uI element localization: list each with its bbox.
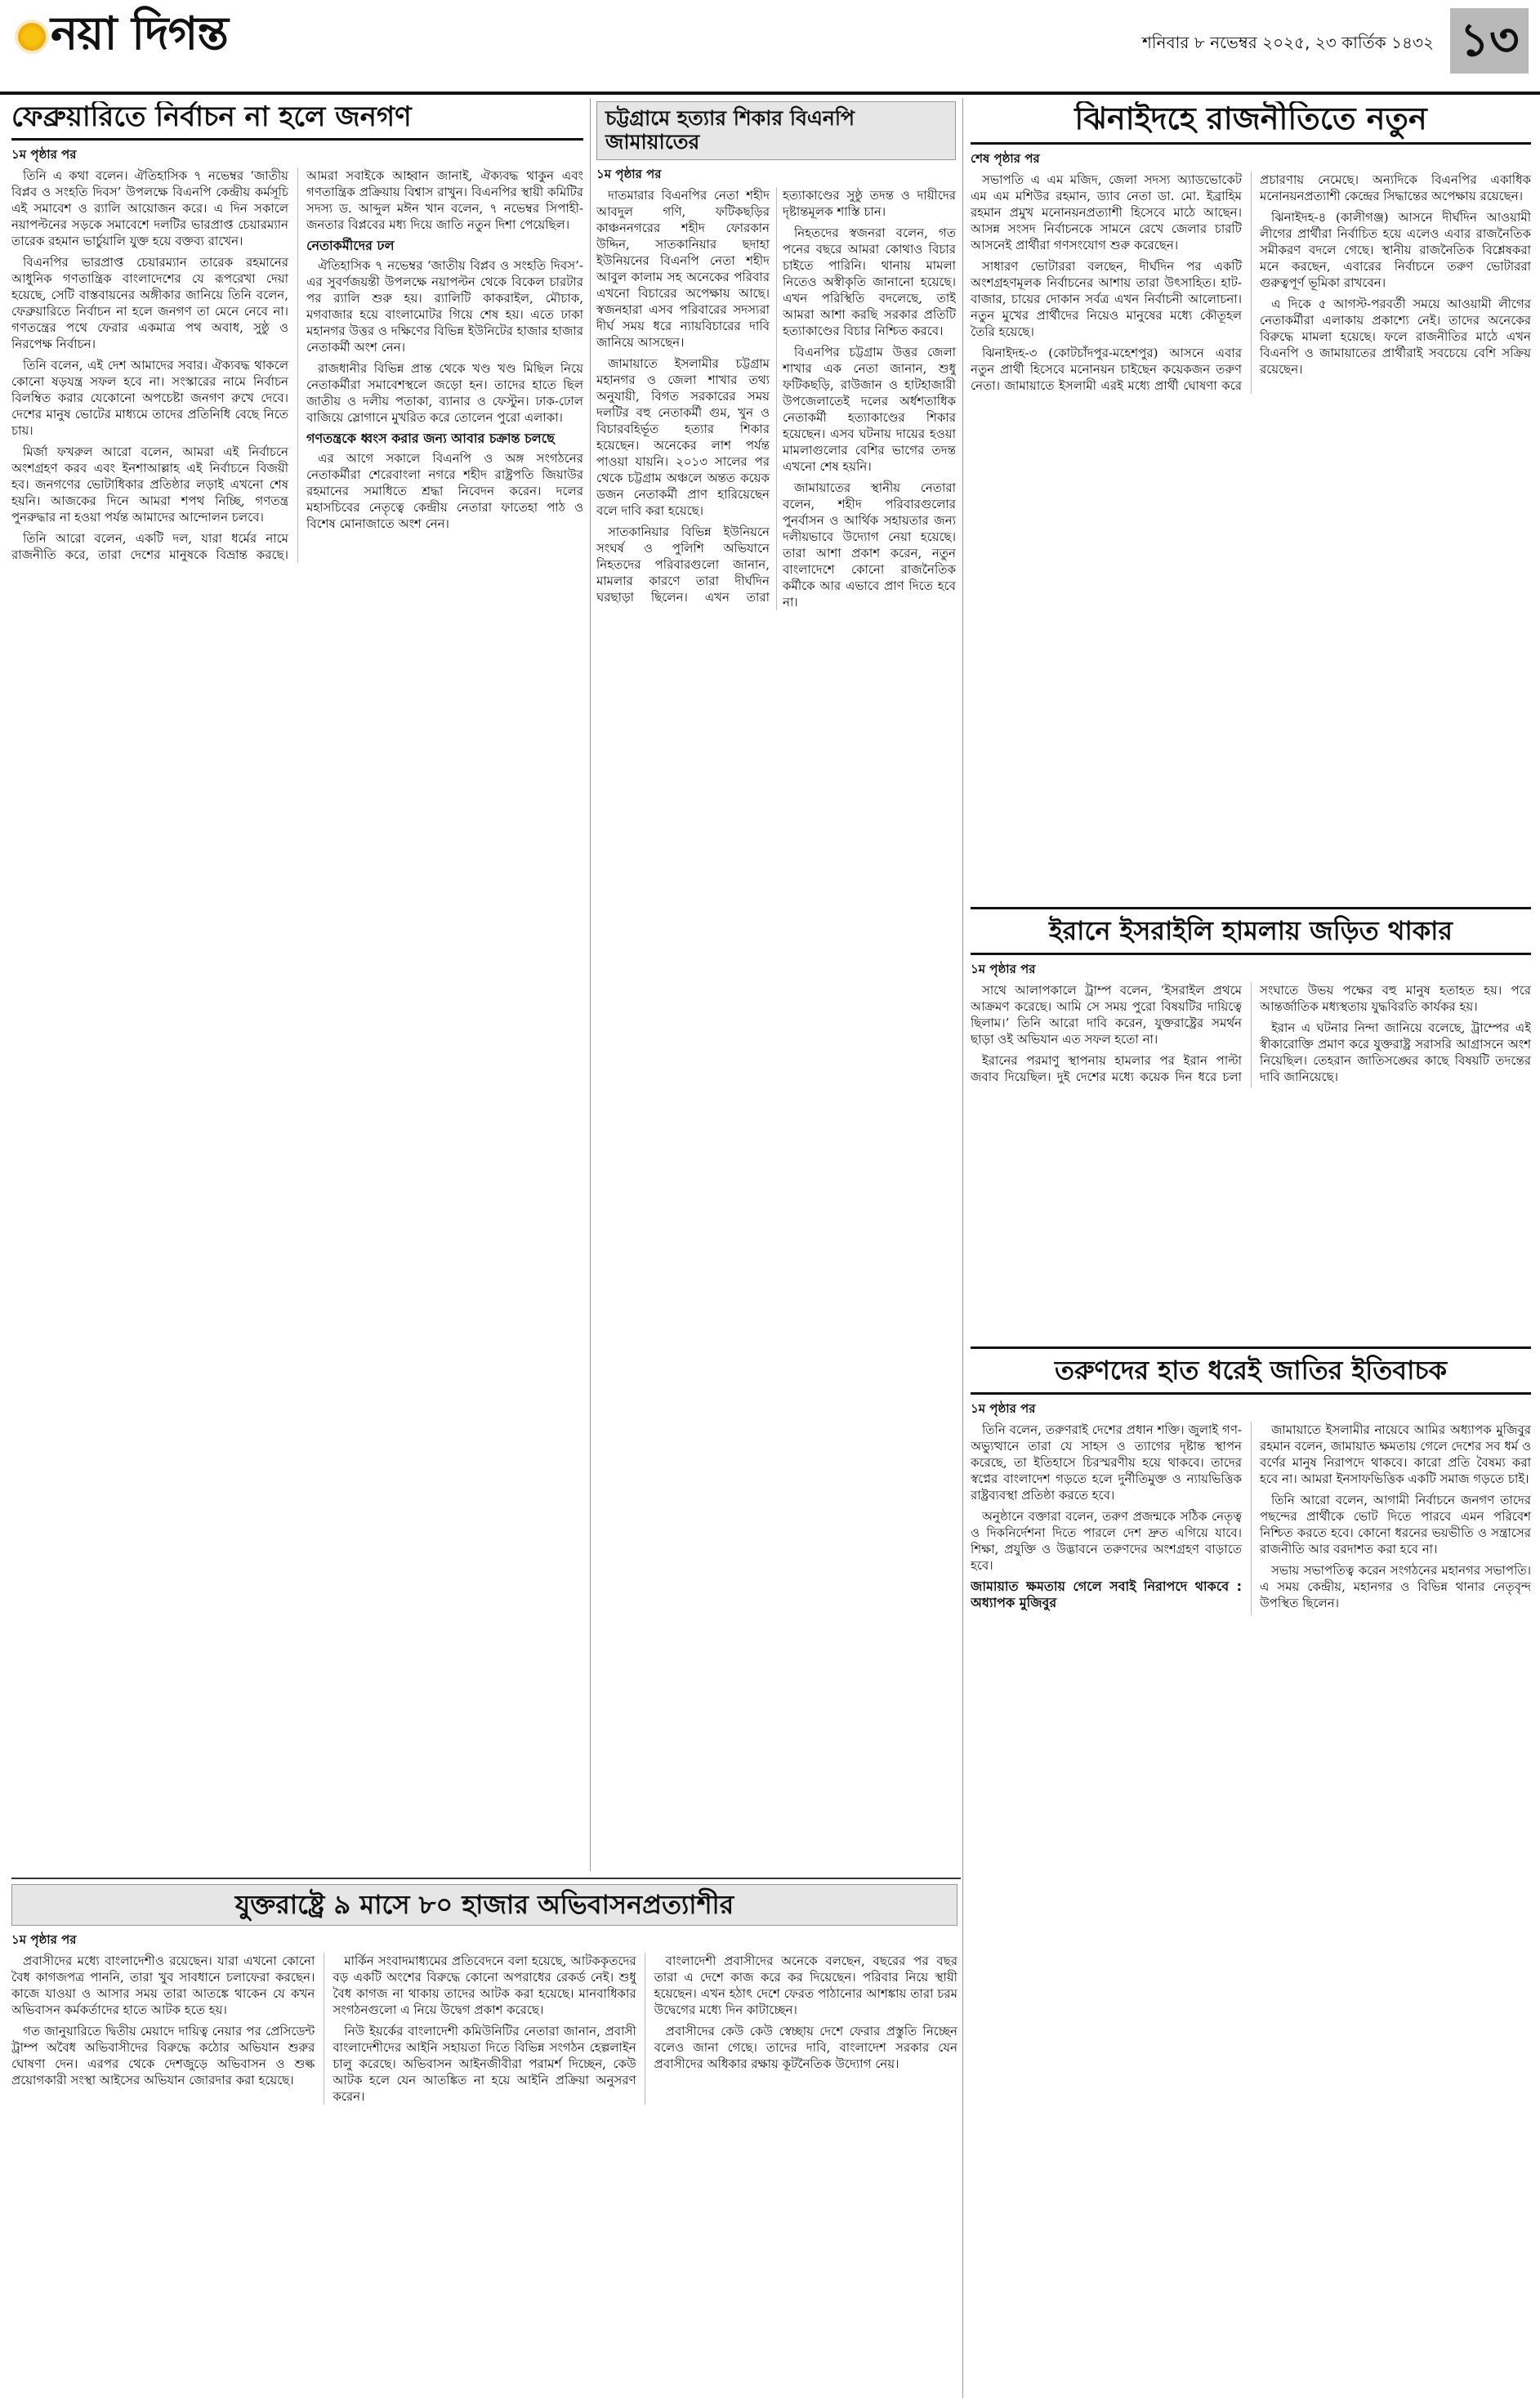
story-body (596, 187, 956, 610)
paragraph: জামায়াতে ইসলামীর চট্টগ্রাম মহানগর ও জেলা শাখার তথ্য অনুযায়ী, বিগত সরকারের সময় দলটির বহু নেতাকর্মী গুম, খুন ও বিচারবহির্ভূত হত্যার শিকার হয়েছেন। অনেকের লাশ পর্যন্ত পাওয়া যায়নি। ২০১৩ সালের পর থেকে চট্টগ্রাম অঞ্চলে অন্তত কয়েক ডজন নেতাকর্মী প্রাণ হারিয়েছেন বলে দাবি করা হয়েছে। (596, 355, 770, 518)
jump-line: ১ম পৃষ্ঠার পর (971, 961, 1036, 976)
sun-icon (18, 23, 46, 51)
paragraph: প্রবাসীদের মধ্যে বাংলাদেশীও রয়েছেন। যারা এখনো কোনো বৈধ কাগজপত্র পাননি, তারা খুব সাবধানে চলাফেরা করছেন। কাজে যাওয়া ও আসার সময় তারা আতঙ্কে থাকেন যে কখন অভিবাসন কর্মকর্তাদের হাতে আটক হতে হয়। (11, 1953, 315, 2017)
paragraph: বিএনপির চট্টগ্রাম উত্তর জেলা শাখার এক নেতা জানান, শুধু ফটিকছড়ি, রাউজান ও হাটহাজারী উপজেলাতেই দলের অর্ধশতাধিক নেতাকর্মী হত্যাকাণ্ডের শিকার হয়েছেন। এসব ঘটনায় দায়ের হওয়া মামলাগুলোর বেশির ভাগের তদন্ত এখনো শেষ হয়নি। (783, 344, 956, 474)
logo-text: নয়া দিগন্ত (51, 7, 228, 60)
column-rule (962, 98, 963, 2398)
headline[interactable]: ফেব্রুয়ারিতে নির্বাচন না হলে জনগণ (11, 101, 583, 141)
paragraph: বিএনপির ভারপ্রাপ্ত চেয়ারম্যান তারেক রহমানের আধুনিক গণতান্ত্রিক বাংলাদেশের যে রূপরেখা দেয়া হয়েছে, সেটি বাস্তবায়নের অঙ্গীকার জানিয়ে তিনি বলেন, ফেব্রুয়ারিতে নির্বাচন না হলে জনগণ তা মেনে নেবে না। গণতন্ত্রের পথে ফেরার একমাত্র পথ অবাধ, সুষ্ঠু ও নিরপেক্ষ নির্বাচন। (11, 255, 288, 352)
paragraph: জামায়াতের স্থানীয় নেতারা বলেন, শহীদ পরিবারগুলোর পুনর্বাসন ও আর্থিক সহায়তার জন্য দলীয়ভাবে উদ্যোগ নেয়া হয়েছে। তারা আশা প্রকাশ করেন, নতুন বাংলাদেশে কোনো রাজনৈতিক কর্মীকে আর এভাবে প্রাণ দিতে হবে না। (783, 480, 956, 610)
headline[interactable]: যুক্তরাষ্ট্রে ৯ মাসে ৮০ হাজার অভিবাসনপ্রত্যাশীর (11, 1884, 957, 1926)
subhead: জামায়াত ক্ষমতায় গেলে সবাই নিরাপদে থাকবে : অধ্যাপক মুজিবুর (971, 1578, 1242, 1610)
paragraph: তিনি আরো বলেন, একটি দল, যারা ধর্মের নামে রাজনীতি করে, তারা দেশের মানুষকে বিভ্রান্ত করছে। আমরা সবাইকে আহ্বান জানাই, ঐক্যবদ্ধ থাকুন এবং গণতান্ত্রিক প্রক্রিয়ায় বিশ্বাস রাখুন। বিএনপির স্থায়ী কমিটির সদস্য ড. আব্দুল মঈন খান বলেন, ৭ নভেম্বর সিপাহী-জনতার বিপ্লবের মধ্য দিয়ে জাতি নতুন দিশা পেয়েছিল। (11, 168, 583, 563)
paragraph: মার্কিন সংবাদমাধ্যমের প্রতিবেদনে বলা হয়েছে, আটককৃতদের বড় একটি অংশের বিরুদ্ধে কোনো অপরাধের রেকর্ড নেই। শুধু বৈধ কাগজ না থাকায় তাদের আটক করা হয়েছে। মানবাধিকার সংগঠনগুলো এ নিয়ে উদ্বেগ প্রকাশ করেছে। (333, 1953, 636, 2017)
paragraph: ঝিনাইদহ-৪ (কালীগঞ্জ) আসনে দীর্ঘদিন আওয়ামী লীগের প্রার্থীরা নির্বাচিত হয়ে এলেও এবার রাজনৈতিক সমীকরণ বদলে গেছে। স্থানীয় রাজনৈতিক বিশ্লেষকরা মনে করছেন, এবারের নির্বাচনে তরুণ ভোটাররা গুরুত্বপূর্ণ ভূমিকা রাখবেন। (1260, 209, 1531, 290)
paragraph: রাজধানীর বিভিন্ন প্রান্ত থেকে খণ্ড খণ্ড মিছিল নিয়ে নেতাকর্মীরা সমাবেশস্থলে জড়ো হন। তাদের হাতে ছিল জাতীয় ও দলীয় পতাকা, ব্যানার ও ফেস্টুন। ঢাক-ঢোল বাজিয়ে স্লোগানে মুখরিত করে তোলেন পুরো এলাকা। (306, 361, 583, 426)
story-chittagong (596, 101, 956, 1869)
paragraph: মির্জা ফখরুল আরো বলেন, আমরা এই নির্বাচনে অংশগ্রহণ করব এবং ইনশাআল্লাহ এই নির্বাচনে বিজয়ী হব। জনগণের ভোটাধিকার প্রতিষ্ঠার লড়াই এখনো শেষ হয়নি। আজকের দিনে আমরা শপথ নিচ্ছি, গণতন্ত্র পুনরুদ্ধার না হওয়া পর্যন্ত আমাদের আন্দোলন চলবে। (11, 444, 288, 525)
headline[interactable]: তরুণদের হাত ধরেই জাতির ইতিবাচক (971, 1346, 1531, 1395)
headline[interactable]: ঝিনাইদহে রাজনীতিতে নতুন (971, 101, 1531, 145)
jump-line: ১ম পৃষ্ঠার পর (11, 1931, 77, 1947)
subhead: নেতাকর্মীদের ঢল (306, 238, 395, 254)
masthead (0, 0, 1540, 95)
paragraph: সভায় সভাপতিত্ব করেন সংগঠনের মহানগর সভাপতি। এ সময় কেন্দ্রীয়, মহানগর ও বিভিন্ন থানার নেতৃবৃন্দ উপস্থিত ছিলেন। (1260, 1562, 1531, 1610)
paragraph: অনুষ্ঠানে বক্তারা বলেন, তরুণ প্রজন্মকে সঠিক নেতৃত্ব ও দিকনির্দেশনা দিতে পারলে দেশ দ্রুত এগিয়ে যাবে। শিক্ষা, প্রযুক্তি ও উদ্ভাবনে তরুণদের অংশগ্রহণ বাড়াতে হবে। (971, 1508, 1242, 1573)
column-rule (590, 98, 591, 1871)
story-body (971, 1422, 1531, 1615)
subhead: গণতন্ত্রকে ধ্বংস করার জন্য আবার চক্রান্ত চলছে (306, 431, 555, 447)
page-number: ১৩ (1450, 8, 1529, 74)
story-body (971, 982, 1531, 1087)
story-election (11, 101, 583, 1869)
paragraph: প্রবাসীদের কেউ কেউ স্বেচ্ছায় দেশে ফেরার প্রস্তুতি নিচ্ছেন বলেও জানা গেছে। তাদের দাবি, বাংলাদেশ সরকার যেন প্রবাসীদের অধিকার রক্ষায় কূটনৈতিক উদ্যোগ নেয়। (654, 2023, 957, 2071)
jump-line: ১ম পৃষ্ঠার পর (596, 166, 662, 181)
paragraph: তিনি বলেন, তরুণরাই দেশের প্রধান শক্তি। জুলাই গণ-অভ্যুত্থানে তারা যে সাহস ও ত্যাগের দৃষ্টান্ত স্থাপন করেছে, তা ইতিহাসে চিরস্মরণীয় হয়ে থাকবে। তাদের স্বপ্নের বাংলাদেশ গড়তে হলে দুর্নীতিমুক্ত ও ন্যায়ভিত্তিক রাষ্ট্রব্যবস্থা প্রতিষ্ঠা করতে হবে। (971, 1422, 1242, 1503)
paragraph: ইরান এ ঘটনার নিন্দা জানিয়ে বলেছে, ট্রাম্পের এই স্বীকারোক্তি প্রমাণ করে যুক্তরাষ্ট্র সরাসরি আগ্রাসনে অংশ নিয়েছিল। তেহরান জাতিসঙ্ঘের কাছে বিষয়টি তদন্তের দাবি জানিয়েছে। (1260, 1020, 1531, 1084)
section-rule (11, 1878, 961, 1879)
paragraph: নিহতদের স্বজনরা বলেন, গত পনের বছরে আমরা কোথাও বিচার চাইতে পারিনি। থানায় মামলা নিতেও অস্বীকৃতি জানানো হয়েছে। এখন পরিস্থিতি বদলেছে, তাই আমরা আশা করছি সরকার প্রতিটি হত্যাকাণ্ডের বিচার নিশ্চিত করবে। (783, 225, 956, 338)
paragraph: এ দিকে ৫ আগস্ট-পরবর্তী সময়ে আওয়ামী লীগের নেতাকর্মীরা এলাকায় প্রকাশ্যে নেই। তাদের অনেকের বিরুদ্ধে মামলা হয়েছে। ফলে রাজনীতির মাঠে এখন বিএনপি ও জামায়াতের প্রার্থীরাই সবচেয়ে বেশি সক্রিয় রয়েছেন। (1260, 296, 1531, 377)
story-usa (11, 1884, 957, 2391)
paragraph: বাংলাদেশী প্রবাসীদের অনেকে বলছেন, বছরের পর বছর তারা এ দেশে কাজ করে কর দিয়েছেন। পরিবার নিয়ে স্থায়ী হয়েছেন। এখন হঠাৎ দেশে ফেরত পাঠানোর আশঙ্কায় তারা চরম উদ্বেগের মধ্যে দিন কাটাচ্ছেন। (654, 1953, 957, 2017)
paragraph: এর আগে সকালে বিএনপি ও অঙ্গ সংগঠনের নেতাকর্মীরা শেরেবাংলা নগরে শহীদ রাষ্ট্রপতি জিয়াউর রহমানের সমাধিতে শ্রদ্ধা নিবেদন করেন। দলের মহাসচিবের নেতৃত্বে কেন্দ্রীয় নেতারা ফাতেহা পাঠ ও বিশেষ মোনাজাতে অংশ নেন। (306, 451, 583, 532)
headline[interactable]: চট্টগ্রামে হত্যার শিকার বিএনপি জামায়াতের (596, 101, 956, 160)
paragraph: সাধারণ ভোটাররা বলছেন, দীর্ঘদিন পর একটি অংশগ্রহণমূলক নির্বাচনের আশায় তারা উৎসাহিত। হাট-বাজার, চায়ের দোকান সর্বত্র এখন নির্বাচনী আলোচনা। নতুন মুখের প্রার্থীদের নিয়েও মানুষের মধ্যে কৌতূহল তৈরি হয়েছে। (971, 258, 1242, 339)
story-body (11, 1953, 957, 2105)
paragraph: সাথে আলাপকালে ট্রাম্প বলেন, ‘ইসরাইল প্রথমে আক্রমণ করেছে। আমি সে সময় পুরো বিষয়টির দায়িত্বে ছিলাম।’ তিনি আরো দাবি করেন, যুক্তরাষ্ট্রের সমর্থন ছাড়া ওই অভিযান এত সফল হতো না। (971, 982, 1242, 1047)
newspaper-logo[interactable] (18, 8, 228, 65)
paragraph: ইরানের পরমাণু স্থাপনায় হামলার পর ইরান পাল্টা জবাব দিয়েছিল। দুই দেশের মধ্যে কয়েক দিন ধরে চলা সংঘাতে উভয় পক্ষের বহু মানুষ হতাহত হয়। পরে আন্তর্জাতিক মধ্যস্থতায় যুদ্ধবিরতি কার্যকর হয়। (971, 982, 1531, 1084)
paragraph: গত জানুয়ারিতে দ্বিতীয় মেয়াদে দায়িত্ব নেয়ার পর প্রেসিডেন্ট ট্রাম্প অবৈধ অভিবাসীদের বিরুদ্ধে কঠোর অভিযান শুরুর ঘোষণা দেন। এরপর থেকে দেশজুড়ে অভিবাসন ও শুল্ক প্রয়োগকারী সংস্থা আইসের অভিযান জোরদার করা হয়েছে। (11, 2023, 315, 2088)
date-line: শনিবার ৮ নভেম্বর ২০২৫, ২৩ কার্তিক ১৪৩২ (1141, 33, 1434, 52)
paragraph: ঐতিহাসিক ৭ নভেম্বর ‘জাতীয় বিপ্লব ও সংহতি দিবস’-এর সুবর্ণজয়ন্তী উপলক্ষে নয়াপল্টন থেকে বিকেল চারটার পর র‌্যালি শুরু হয়। র‌্যালিটি কাকরাইল, মৌচাক, মগবাজার হয়ে বাংলামোটর গিয়ে শেষ হয়। এতে ঢাকা মহানগর উত্তর ও দক্ষিণের বিভিন্ন ইউনিটের হাজার হাজার নেতাকর্মী অংশ নেন। (306, 258, 583, 355)
story-iran (971, 907, 1531, 1340)
headline[interactable]: ইরানে ইসরাইলি হামলায় জড়িত থাকার (971, 907, 1531, 955)
story-body (11, 167, 583, 563)
jump-line: ১ম পৃষ্ঠার পর (971, 1400, 1036, 1416)
paragraph: দাতমারার বিএনপির নেতা শহীদ আবদুল গণি, ফটিকছড়ির কাঞ্চননগরের শহীদ ফোরকান উদ্দিন, সাতকানিয়ার ছদাহা ইউনিয়নের বিএনপি নেতা শহীদ আবুল কালাম সহ অনেকের পরিবার এখনো বিচারের অপেক্ষায় আছে। স্বজনহারা এসব পরিবারের সদস্যরা দীর্ঘ সময় ধরে ন্যায়বিচারের দাবি জানিয়ে আসছেন। (596, 187, 770, 350)
paragraph: তিনি বলেন, এই দেশ আমাদের সবার। ঐক্যবদ্ধ থাকলে কোনো ষড়যন্ত্র সফল হবে না। সংস্কারের নামে নির্বাচন বিলম্বিত করার যেকোনো অপচেষ্টা জনগণ রুখে দেবে। দেশের মানুষ ভোটের মাধ্যমে তাদের প্রতিনিধি বেছে নিতে চায়। (11, 358, 288, 439)
paragraph: নিউ ইয়র্কের বাংলাদেশী কমিউনিটির নেতারা জানান, প্রবাসী বাংলাদেশীদের আইনি সহায়তা দিতে বিভিন্ন সংগঠন হেল্পলাইন চালু করেছে। অভিবাসন আইনজীবীরা পরামর্শ দিচ্ছেন, কেউ আটক হলে যেন আতঙ্কিত না হয়ে আইনি প্রক্রিয়া অনুসরণ করেন। (333, 2023, 636, 2104)
paragraph: তিনি আরো বলেন, আগামী নির্বাচনে জনগণ তাদের পছন্দের প্রার্থীকে ভোট দিতে পারবে এমন পরিবেশ নিশ্চিত করতে হবে। কোনো ধরনের ভয়ভীতি ও সন্ত্রাসের রাজনীতি আর বরদাশত করা হবে না। (1260, 1492, 1531, 1556)
story-body (971, 172, 1531, 394)
jump-line: ১ম পৃষ্ঠার পর (11, 147, 77, 163)
paragraph: জামায়াতে ইসলামীর নায়েবে আমির অধ্যাপক মুজিবুর রহমান বলেন, জামায়াত ক্ষমতায় গেলে দেশের সব ধর্ম ও বর্ণের মানুষ নিরাপদে থাকবে। কারো প্রতি বৈষম্য করা হবে না। আমরা ইনসাফভিত্তিক একটি সমাজ গড়তে চাই। (1260, 1422, 1531, 1486)
jump-line: শেষ পৃষ্ঠার পর (971, 150, 1040, 166)
paragraph: তিনি এ কথা বলেন। ঐতিহাসিক ৭ নভেম্বর ‘জাতীয় বিপ্লব ও সংহতি দিবস’ উপলক্ষে বিএনপি কেন্দ্রীয় কর্মসূচি এই সমাবেশ ও র‌্যালি আয়োজন করে। এ দিন সকালে নয়াপল্টনের সড়কে সমাবেশে দলটির ভারপ্রাপ্ত চেয়ারম্যান তারেক রহমান ভার্চুয়ালি যুক্ত হয়ে বক্তব্য রাখেন। (11, 168, 288, 249)
paragraph: ঝিনাইদহ-৩ (কোটচাঁদপুর-মহেশপুর) আসনে এবার নতুন প্রার্থী হিসেবে মনোনয়ন চাইছেন কয়েকজন তরুণ নেতা। জামায়াতে ইসলামী এরই মধ্যে প্রার্থী ঘোষণা করে প্রচারণায় নেমেছে। অন্যদিকে বিএনপির একাধিক মনোনয়নপ্রত্যাশী কেন্দ্রের সিদ্ধান্তের অপেক্ষায় রয়েছেন। (971, 172, 1531, 393)
story-youth (971, 1346, 1531, 2392)
story-jhenaidah (971, 101, 1531, 902)
paragraph: সাতকানিয়ার বিভিন্ন ইউনিয়নে সংঘর্ষ ও পুলিশি অভিযানে নিহতদের পরিবারগুলো জানান, মামলার কারণে তারা দীর্ঘদিন ঘরছাড়া ছিলেন। এখন তারা হত্যাকাণ্ডের সুষ্ঠু তদন্ত ও দায়ীদের দৃষ্টান্তমূলক শাস্তি চান। (596, 187, 956, 605)
paragraph: সভাপতি এ এম মজিদ, জেলা সদস্য অ্যাডভোকেট এম এম মশিউর রহমান, ড্যাব নেতা ডা. মো. ইব্রাহিম রহমান প্রমুখ মনোনয়নপ্রত্যাশী হিসেবে মাঠে আছেন। আসন্ন সংসদ নির্বাচনকে সামনে রেখে জেলার চারটি আসনেই প্রার্থীরা গণসংযোগ শুরু করেছেন। (971, 172, 1242, 252)
